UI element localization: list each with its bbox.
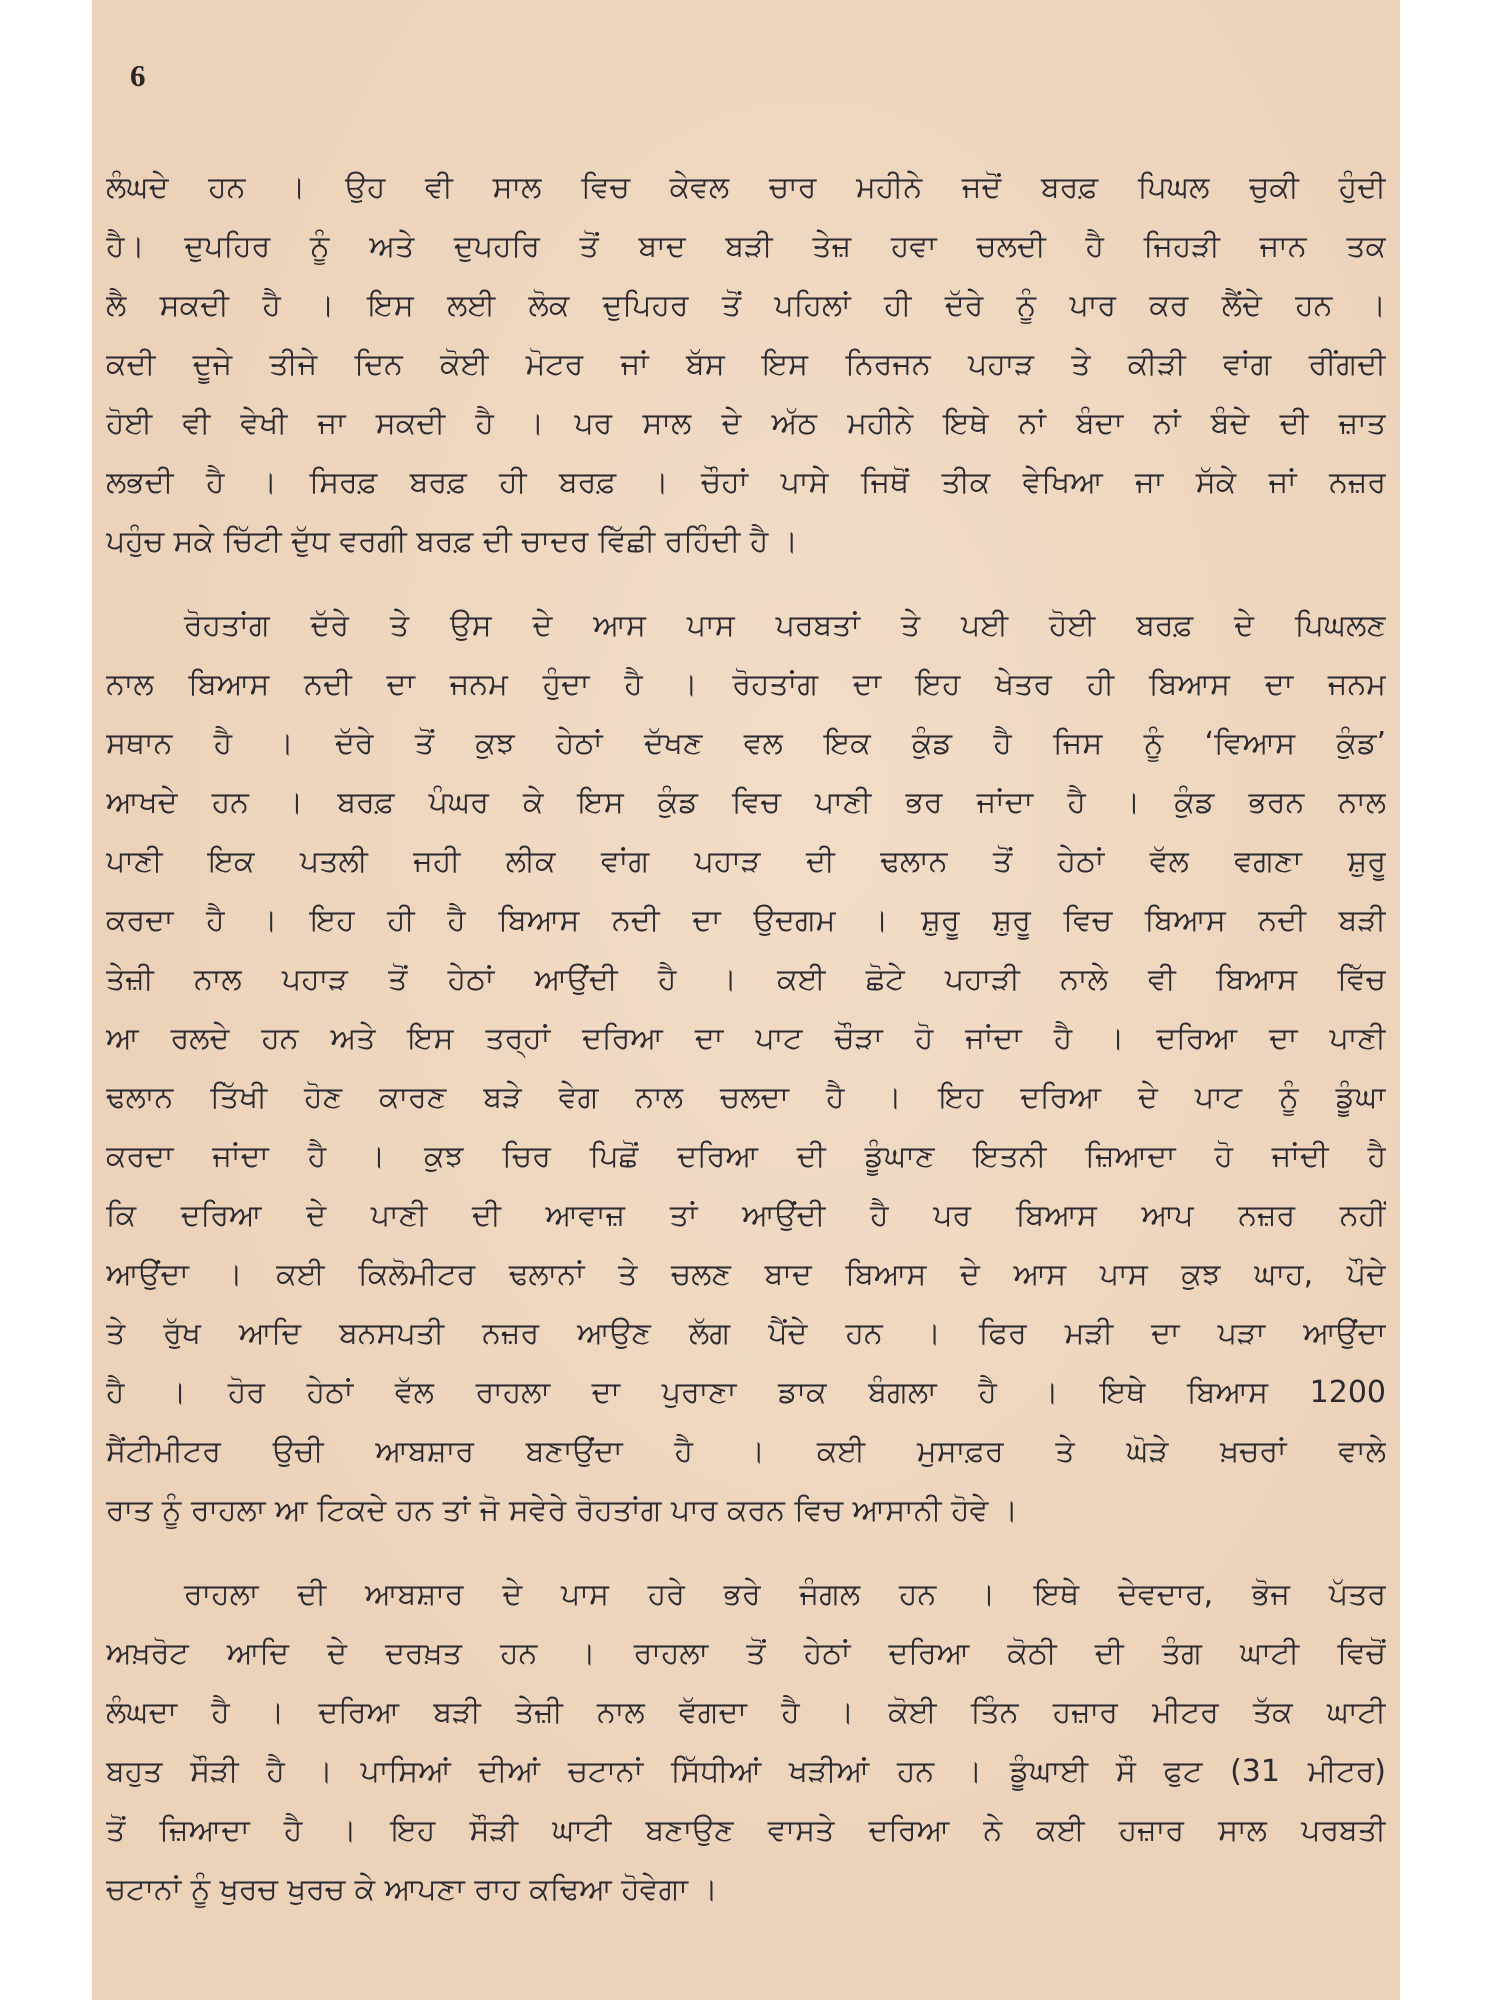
- page-number: 6: [130, 58, 146, 93]
- text-line: ਲੰਘਦਾ ਹੈ । ਦਰਿਆ ਬੜੀ ਤੇਜ਼ੀ ਨਾਲ ਵੱਗਦਾ ਹੈ । ਕੋਈ ਤਿੰਨ ਹਜ਼ਾਰ ਮੀਟਰ ਤੱਕ ਘਾਟੀ: [106, 1695, 1386, 1730]
- text-line: ਪਹੁੰਚ ਸਕੇ ਚਿੱਟੀ ਦੁੱਧ ਵਰਗੀ ਬਰਫ਼ ਦੀ ਚਾਦਰ ਵਿੱਛੀ ਰਹਿੰਦੀ ਹੈ ।: [106, 524, 799, 559]
- text-line: ਤੇ ਰੁੱਖ ਆਦਿ ਬਨਸਪਤੀ ਨਜ਼ਰ ਆਉਣ ਲੱਗ ਪੈਂਦੇ ਹਨ । ਫਿਰ ਮੜੀ ਦਾ ਪੜਾ ਆਉਂਦਾ: [106, 1316, 1386, 1351]
- paragraph-1: [106, 158, 1386, 571]
- text-line: ਸਥਾਨ ਹੈ । ਦੱਰੇ ਤੋਂ ਕੁਝ ਹੇਠਾਂ ਦੱਖਣ ਵਲ ਇਕ ਕੁੰਡ ਹੈ ਜਿਸ ਨੂੰ ‘ਵਿਆਸ ਕੁੰਡ’: [106, 726, 1386, 761]
- text-line: ਪਾਣੀ ਇਕ ਪਤਲੀ ਜਹੀ ਲੀਕ ਵਾਂਗ ਪਹਾੜ ਦੀ ਢਲਾਨ ਤੋਂ ਹੇਠਾਂ ਵੱਲ ਵਗਣਾ ਸ਼ੁਰੂ: [106, 844, 1386, 879]
- text-line: ਤੇਜ਼ੀ ਨਾਲ ਪਹਾੜ ਤੋਂ ਹੇਠਾਂ ਆਉਂਦੀ ਹੈ । ਕਈ ਛੋਟੇ ਪਹਾੜੀ ਨਾਲੇ ਵੀ ਬਿਆਸ ਵਿੱਚ: [106, 962, 1386, 997]
- text-line: ਢਲਾਨ ਤਿੱਖੀ ਹੋਣ ਕਾਰਣ ਬੜੇ ਵੇਗ ਨਾਲ ਚਲਦਾ ਹੈ । ਇਹ ਦਰਿਆ ਦੇ ਪਾਟ ਨੂੰ ਡੂੰਘਾ: [106, 1080, 1386, 1115]
- paragraph-3: [106, 1565, 1386, 1919]
- text-line: ਹੋਈ ਵੀ ਵੇਖੀ ਜਾ ਸਕਦੀ ਹੈ । ਪਰ ਸਾਲ ਦੇ ਅੱਠ ਮਹੀਨੇ ਇਥੇ ਨਾਂ ਬੰਦਾ ਨਾਂ ਬੰਦੇ ਦੀ ਜ਼ਾਤ: [106, 406, 1386, 441]
- text-line: ਲਭਦੀ ਹੈ । ਸਿਰਫ਼ ਬਰਫ਼ ਹੀ ਬਰਫ਼ । ਚੌਹਾਂ ਪਾਸੇ ਜਿਥੋਂ ਤੀਕ ਵੇਖਿਆ ਜਾ ਸੱਕੇ ਜਾਂ ਨਜ਼ਰ: [106, 465, 1386, 500]
- book-page: [92, 0, 1400, 2000]
- text-line: ਨਾਲ ਬਿਆਸ ਨਦੀ ਦਾ ਜਨਮ ਹੁੰਦਾ ਹੈ । ਰੋਹਤਾਂਗ ਦਾ ਇਹ ਖੇਤਰ ਹੀ ਬਿਆਸ ਦਾ ਜਨਮ: [106, 667, 1386, 702]
- text-line: ਤੋਂ ਜ਼ਿਆਦਾ ਹੈ । ਇਹ ਸੌੜੀ ਘਾਟੀ ਬਣਾਉਣ ਵਾਸਤੇ ਦਰਿਆ ਨੇ ਕਈ ਹਜ਼ਾਰ ਸਾਲ ਪਰਬਤੀ: [106, 1813, 1386, 1848]
- text-line: ਕਰਦਾ ਜਾਂਦਾ ਹੈ । ਕੁਝ ਚਿਰ ਪਿਛੋਂ ਦਰਿਆ ਦੀ ਡੂੰਘਾਣ ਇਤਨੀ ਜ਼ਿਆਦਾ ਹੋ ਜਾਂਦੀ ਹੈ: [106, 1139, 1386, 1174]
- paragraph-2: [106, 596, 1386, 1540]
- text-line: ਰਾਹਲਾ ਦੀ ਆਬਸ਼ਾਰ ਦੇ ਪਾਸ ਹਰੇ ਭਰੇ ਜੰਗਲ ਹਨ । ਇਥੇ ਦੇਵਦਾਰ, ਭੋਜ ਪੱਤਰ: [184, 1577, 1386, 1612]
- text-line: ਕਿ ਦਰਿਆ ਦੇ ਪਾਣੀ ਦੀ ਆਵਾਜ਼ ਤਾਂ ਆਉਂਦੀ ਹੈ ਪਰ ਬਿਆਸ ਆਪ ਨਜ਼ਰ ਨਹੀਂ: [106, 1198, 1386, 1233]
- text-line: ਆਖਦੇ ਹਨ । ਬਰਫ਼ ਪੰਘਰ ਕੇ ਇਸ ਕੁੰਡ ਵਿਚ ਪਾਣੀ ਭਰ ਜਾਂਦਾ ਹੈ । ਕੁੰਡ ਭਰਨ ਨਾਲ: [106, 785, 1386, 820]
- text-line: ਕਰਦਾ ਹੈ । ਇਹ ਹੀ ਹੈ ਬਿਆਸ ਨਦੀ ਦਾ ਉਦਗਮ । ਸ਼ੁਰੂ ਸ਼ੁਰੂ ਵਿਚ ਬਿਆਸ ਨਦੀ ਬੜੀ: [106, 903, 1386, 938]
- body-text: [106, 158, 1386, 1944]
- text-line: ਸੈਂਟੀਮੀਟਰ ਉਚੀ ਆਬਸ਼ਾਰ ਬਣਾਉਂਦਾ ਹੈ । ਕਈ ਮੁਸਾਫ਼ਰ ਤੇ ਘੋੜੇ ਖ਼ਚਰਾਂ ਵਾਲੇ: [106, 1434, 1386, 1469]
- text-line: ਅਖ਼ਰੋਟ ਆਦਿ ਦੇ ਦਰਖ਼ਤ ਹਨ । ਰਾਹਲਾ ਤੋਂ ਹੇਠਾਂ ਦਰਿਆ ਕੋਠੀ ਦੀ ਤੰਗ ਘਾਟੀ ਵਿਚੋਂ: [106, 1636, 1386, 1671]
- text-line: ਆ ਰਲਦੇ ਹਨ ਅਤੇ ਇਸ ਤਰ੍ਹਾਂ ਦਰਿਆ ਦਾ ਪਾਟ ਚੌੜਾ ਹੋ ਜਾਂਦਾ ਹੈ । ਦਰਿਆ ਦਾ ਪਾਣੀ: [106, 1021, 1386, 1056]
- text-line: ਕਦੀ ਦੂਜੇ ਤੀਜੇ ਦਿਨ ਕੋਈ ਮੋਟਰ ਜਾਂ ਬੱਸ ਇਸ ਨਿਰਜਨ ਪਹਾੜ ਤੇ ਕੀੜੀ ਵਾਂਗ ਰੀਂਗਦੀ: [106, 347, 1386, 382]
- text-line: ਲੈ ਸਕਦੀ ਹੈ । ਇਸ ਲਈ ਲੋਕ ਦੁਪਿਹਰ ਤੋਂ ਪਹਿਲਾਂ ਹੀ ਦੱਰੇ ਨੂੰ ਪਾਰ ਕਰ ਲੈਂਦੇ ਹਨ ।: [106, 288, 1386, 323]
- text-line: ਹੈ । ਹੋਰ ਹੇਠਾਂ ਵੱਲ ਰਾਹਲਾ ਦਾ ਪੁਰਾਣਾ ਡਾਕ ਬੰਗਲਾ ਹੈ । ਇਥੇ ਬਿਆਸ 1200: [106, 1375, 1386, 1410]
- text-line: ਰੋਹਤਾਂਗ ਦੱਰੇ ਤੇ ਉਸ ਦੇ ਆਸ ਪਾਸ ਪਰਬਤਾਂ ਤੇ ਪਈ ਹੋਈ ਬਰਫ਼ ਦੇ ਪਿਘਲਣ: [184, 608, 1386, 643]
- text-line: ਲੰਘਦੇ ਹਨ । ਉਹ ਵੀ ਸਾਲ ਵਿਚ ਕੇਵਲ ਚਾਰ ਮਹੀਨੇ ਜਦੋਂ ਬਰਫ਼ ਪਿਘਲ ਚੁਕੀ ਹੁੰਦੀ: [106, 170, 1386, 205]
- text-line: ਹੈ। ਦੁਪਹਿਰ ਨੂੰ ਅਤੇ ਦੁਪਹਰਿ ਤੋਂ ਬਾਦ ਬੜੀ ਤੇਜ਼ ਹਵਾ ਚਲਦੀ ਹੈ ਜਿਹੜੀ ਜਾਨ ਤਕ: [106, 229, 1386, 264]
- text-line: ਬਹੁਤ ਸੌੜੀ ਹੈ । ਪਾਸਿਆਂ ਦੀਆਂ ਚਟਾਨਾਂ ਸਿੱਧੀਆਂ ਖੜੀਆਂ ਹਨ । ਡੂੰਘਾਈ ਸੌ ਫੁਟ (31 ਮੀਟਰ): [106, 1754, 1386, 1789]
- text-line: ਰਾਤ ਨੂੰ ਰਾਹਲਾ ਆ ਟਿਕਦੇ ਹਨ ਤਾਂ ਜੋ ਸਵੇਰੇ ਰੋਹਤਾਂਗ ਪਾਰ ਕਰਨ ਵਿਚ ਆਸਾਨੀ ਹੋਵੇ ।: [106, 1493, 1019, 1528]
- text-line: ਆਉਂਦਾ । ਕਈ ਕਿਲੋਮੀਟਰ ਢਲਾਨਾਂ ਤੇ ਚਲਣ ਬਾਦ ਬਿਆਸ ਦੇ ਆਸ ਪਾਸ ਕੁਝ ਘਾਹ, ਪੌਦੇ: [106, 1257, 1386, 1292]
- text-line: ਚਟਾਨਾਂ ਨੂੰ ਖੁਰਚ ਖੁਰਚ ਕੇ ਆਪਣਾ ਰਾਹ ਕਢਿਆ ਹੋਵੇਗਾ ।: [106, 1872, 718, 1907]
